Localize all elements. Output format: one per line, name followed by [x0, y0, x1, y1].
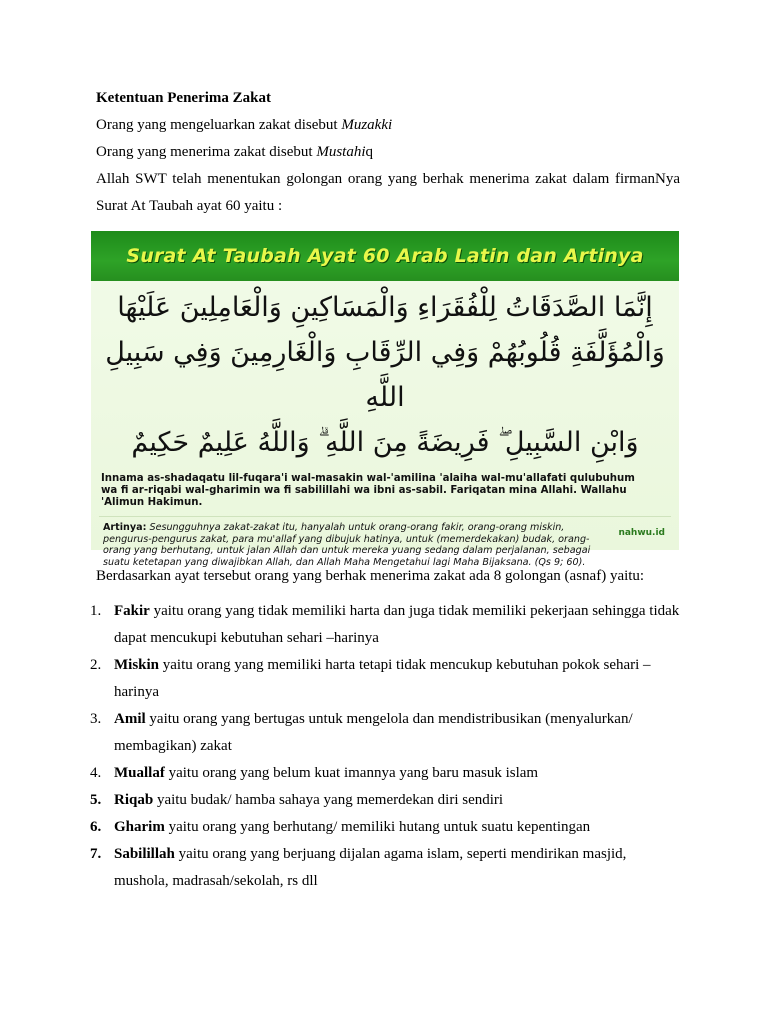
document-text-top	[96, 88, 680, 223]
translation-line: pengurus-pengurus zakat, para mu'allaf yang dibujuk hatinya, untuk (memerdekakan) budak, orang-	[103, 533, 590, 545]
list-text: yaitu orang yang berjuang dijalan agama islam, seperti mendirikan masjid,	[174, 846, 627, 862]
mustahiq-prefix: Orang yang menerima zakat disebut	[96, 144, 317, 160]
list-term: Riqab	[114, 792, 154, 808]
latin-line: Innama as-shadaqatu lil-fuqara'i wal-masakin wal-'amilina 'alaiha wal-mu'allafati qulubuhum	[101, 473, 635, 484]
list-item	[90, 844, 680, 891]
mustahiq-line	[96, 142, 680, 162]
muzakki-line	[96, 115, 680, 135]
translation-label: Artinya:	[103, 522, 147, 533]
list-text-cont: membagikan) zakat	[114, 738, 232, 754]
list-number: 5.	[90, 792, 102, 808]
list-text: yaitu orang yang memiliki harta tetapi tidak mencukup kebutuhan pokok sehari –	[159, 657, 651, 673]
list-number: 3.	[90, 711, 102, 727]
surah-image	[91, 231, 679, 568]
document-text-bottom	[90, 566, 680, 898]
latin-line: wa fi ar-riqabi wal-gharimin wa fi sabilillahi wa ibni as-sabil. Fariqatan mina Allahi. Wallahu	[101, 485, 627, 496]
list-item	[90, 655, 680, 702]
allah-line-1: Allah SWT telah menentukan golongan orang yang berhak menerima zakat dalam firmanNya	[96, 171, 680, 187]
list-item	[90, 601, 680, 648]
translation-line: suatu ketetapan yang diwajibkan Allah, dan Allah Maha Mengetahui lagi Maha Bijaksana. (Qs 9; 60).	[103, 556, 586, 568]
arabic-line: وَالْمُؤَلَّفَةِ قُلُوبُهُمْ وَفِي الرِّقَابِ وَالْغَارِمِينَ وَفِي سَبِيلِ اللَّهِ	[105, 337, 665, 413]
allah-line-2: Surat At Taubah ayat 60 yaitu :	[96, 198, 283, 214]
list-number: 6.	[90, 819, 102, 835]
recipient-list	[90, 601, 680, 891]
translation-line	[103, 522, 667, 534]
list-term: Amil	[114, 711, 146, 727]
mustahiq-term: Mustahi	[316, 144, 366, 160]
list-text: yaitu orang yang bertugas untuk mengelola dan mendistribusikan (menyalurkan/	[145, 711, 633, 727]
list-term: Gharim	[114, 819, 165, 835]
arabic-line: إِنَّمَا الصَّدَقَاتُ لِلْفُقَرَاءِ وَالْمَسَاكِينِ وَالْعَامِلِينَ عَلَيْهَا	[117, 292, 653, 323]
muzakki-prefix: Orang yang mengeluarkan zakat disebut	[96, 117, 342, 133]
arabic-line: وَابْنِ السَّبِيلِ ۖ فَرِيضَةً مِنَ اللَّهِ ۗ وَاللَّهُ عَلِيمٌ حَكِيمٌ	[131, 427, 639, 458]
summary-text: Berdasarkan ayat tersebut orang yang berhak menerima zakat ada 8 golongan (asnaf) yaitu:	[96, 568, 645, 584]
arabic-verse	[91, 281, 679, 465]
translation-line: orang yang berhutang, untuk jalan Allah dan untuk mereka yuang sedang dalam perjalanan, sebagai	[103, 545, 591, 556]
list-text-cont: harinya	[114, 684, 159, 700]
latin-line: 'Alimun Hakimun.	[101, 497, 203, 508]
list-item	[90, 709, 680, 756]
muzakki-term: Muzakki	[341, 117, 393, 133]
list-item	[90, 763, 680, 783]
image-credit: nahwu.id	[618, 528, 665, 538]
surah-image-banner	[91, 231, 679, 281]
list-text: yaitu orang yang berhutang/ memiliki hutang untuk suatu kepentingan	[164, 819, 591, 835]
list-text: yaitu orang yang belum kuat imannya yang baru masuk islam	[164, 765, 539, 781]
list-number: 1.	[90, 603, 102, 619]
list-term: Sabilillah	[114, 846, 175, 862]
list-text-cont: dapat mencukupi kebutuhan sehari –harinya	[114, 630, 379, 646]
list-term: Miskin	[114, 657, 160, 673]
list-item	[90, 817, 680, 837]
latin-transliteration	[91, 465, 679, 509]
translation-box	[99, 516, 671, 572]
list-text: yaitu orang yang tidak memiliki harta dan juga tidak memiliki pekerjaan sehingga tidak	[149, 603, 680, 619]
list-number: 7.	[90, 846, 102, 862]
list-term: Muallaf	[114, 765, 165, 781]
mustahiq-term-rest: q	[365, 144, 374, 160]
list-text: yaitu budak/ hamba sahaya yang memerdekan diri sendiri	[153, 792, 504, 808]
list-text-cont: mushola, madrasah/sekolah, rs dll	[114, 873, 318, 889]
list-number: 2.	[90, 657, 102, 673]
list-term: Fakir	[114, 603, 150, 619]
list-number: 4.	[90, 765, 102, 781]
page-title: Ketentuan Penerima Zakat	[96, 90, 271, 106]
surah-image-title: Surat At Taubah Ayat 60 Arab Latin dan Artinya	[126, 245, 644, 267]
translation-text: Sesungguhnya zakat-zakat itu, hanyalah untuk orang-orang fakir, orang-orang miskin,	[146, 522, 565, 533]
list-item	[90, 790, 680, 810]
